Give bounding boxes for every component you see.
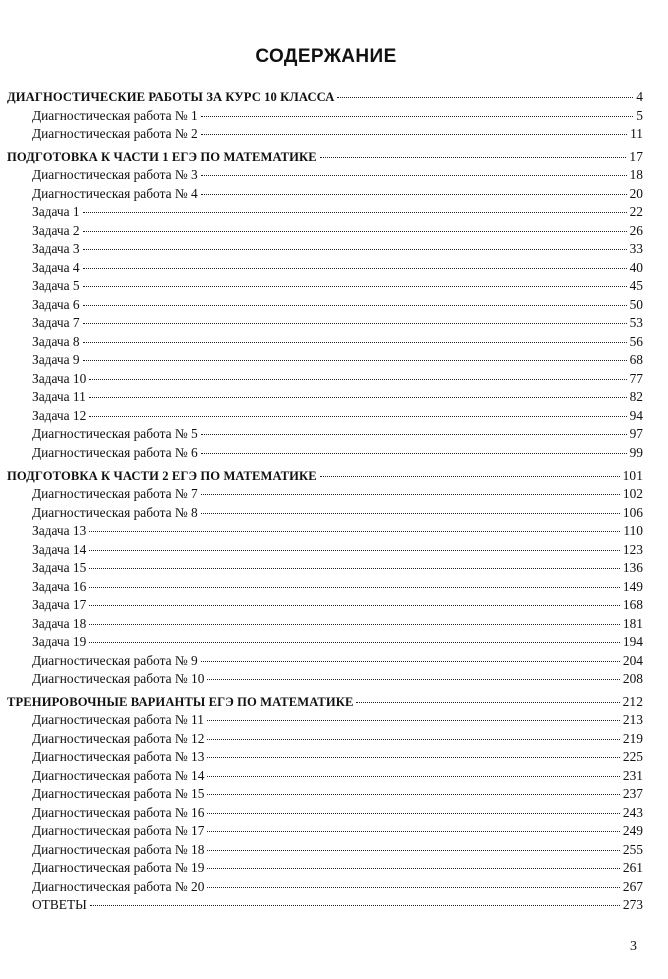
dot-leader <box>83 231 627 232</box>
dot-leader <box>89 605 620 606</box>
dot-leader <box>320 157 627 158</box>
dot-leader <box>201 513 620 514</box>
toc-entry <box>7 748 643 767</box>
toc-entry-page: 68 <box>629 352 643 368</box>
table-of-contents <box>7 88 643 915</box>
page-number: 3 <box>630 939 637 954</box>
page-title: СОДЕРЖАНИЕ <box>255 46 397 67</box>
toc-entry-title: ПОДГОТОВКА К ЧАСТИ 1 ЕГЭ ПО МАТЕМАТИКЕ <box>7 149 317 164</box>
toc-entry-title: Задача 1 <box>32 204 80 220</box>
dot-leader <box>83 305 627 306</box>
toc-entry-title: Диагностическая работа № 6 <box>32 444 198 460</box>
toc-entry-page: 255 <box>622 841 643 857</box>
toc-entry-title: Диагностическая работа № 17 <box>32 823 205 839</box>
toc-entry <box>7 203 643 222</box>
toc-entry-title: Диагностическая работа № 14 <box>32 767 205 783</box>
dot-leader <box>201 134 627 135</box>
dot-leader <box>207 739 620 740</box>
toc-entry-title: Задача 18 <box>32 615 87 631</box>
toc-entry <box>7 541 643 560</box>
toc-entry <box>7 504 643 523</box>
toc-entry <box>7 296 643 315</box>
toc-entry <box>7 485 643 504</box>
toc-entry-title: Диагностическая работа № 16 <box>32 804 205 820</box>
toc-entry-page: 4 <box>636 89 643 104</box>
toc-entry-title: ТРЕНИРОВОЧНЫЕ ВАРИАНТЫ ЕГЭ ПО МАТЕМАТИКЕ <box>7 694 354 709</box>
dot-leader <box>207 757 620 758</box>
toc-entry-page: 123 <box>622 541 643 557</box>
dot-leader <box>89 568 620 569</box>
toc-entry <box>7 370 643 389</box>
dot-leader <box>207 720 620 721</box>
toc-entry-page: 18 <box>629 167 643 183</box>
dot-leader <box>83 360 627 361</box>
toc-entry <box>7 878 643 897</box>
toc-entry-title: Диагностическая работа № 10 <box>32 671 205 687</box>
toc-entry-title: Диагностическая работа № 8 <box>32 504 198 520</box>
toc-entry-title: ДИАГНОСТИЧЕСКИЕ РАБОТЫ ЗА КУРС 10 КЛАССА <box>7 90 335 104</box>
toc-entry-page: 40 <box>629 259 643 275</box>
toc-entry-title: Задача 5 <box>32 278 80 294</box>
toc-entry-title: Диагностическая работа № 20 <box>32 878 205 894</box>
toc-entry-page: 82 <box>629 389 643 405</box>
toc-entry-page: 194 <box>622 634 643 650</box>
toc-entry <box>7 859 643 878</box>
toc-entry-title: Диагностическая работа № 15 <box>32 786 205 802</box>
toc-entry-title: Задача 6 <box>32 296 80 312</box>
toc-entry <box>7 314 643 333</box>
toc-entry-title: Задача 12 <box>32 407 87 423</box>
toc-entry-title: Диагностическая работа № 7 <box>32 486 198 502</box>
toc-entry-page: 219 <box>622 730 643 746</box>
toc-entry <box>7 730 643 749</box>
toc-entry <box>7 444 643 463</box>
toc-entry <box>7 559 643 578</box>
dot-leader <box>83 323 627 324</box>
toc-entry-title: ПОДГОТОВКА К ЧАСТИ 2 ЕГЭ ПО МАТЕМАТИКЕ <box>7 468 317 483</box>
toc-entry-page: 213 <box>622 712 643 728</box>
dot-leader <box>89 587 620 588</box>
toc-entry-page: 101 <box>622 467 643 483</box>
toc-entry-page: 168 <box>622 597 643 613</box>
toc-entry <box>7 107 643 126</box>
dot-leader <box>89 379 626 380</box>
toc-entry-title: Задача 4 <box>32 259 80 275</box>
toc-entry-page: 53 <box>629 315 643 331</box>
dot-leader <box>356 702 619 703</box>
dot-leader <box>320 476 620 477</box>
dot-leader <box>207 850 620 851</box>
dot-leader <box>89 531 620 532</box>
toc-entry <box>7 351 643 370</box>
toc-entry <box>7 767 643 786</box>
dot-leader <box>207 887 620 888</box>
toc-entry-title: Задача 11 <box>32 389 86 405</box>
dot-leader <box>89 642 620 643</box>
toc-entry <box>7 240 643 259</box>
toc-entry-page: 102 <box>622 486 643 502</box>
toc-entry <box>7 652 643 671</box>
toc-entry-title: Диагностическая работа № 2 <box>32 126 198 142</box>
toc-entry-page: 237 <box>622 786 643 802</box>
toc-entry <box>7 711 643 730</box>
toc-entry-page: 56 <box>629 333 643 349</box>
toc-entry-title: Диагностическая работа № 19 <box>32 860 205 876</box>
toc-entry-page: 33 <box>629 241 643 257</box>
toc-entry <box>7 125 643 144</box>
toc-entry-page: 77 <box>629 370 643 386</box>
toc-entry <box>7 841 643 860</box>
dot-leader <box>83 249 627 250</box>
toc-entry-page: 204 <box>622 652 643 668</box>
dot-leader <box>90 905 620 906</box>
toc-entry-title: Задача 19 <box>32 634 87 650</box>
toc-entry-page: 45 <box>629 278 643 294</box>
dot-leader <box>89 397 627 398</box>
toc-section-heading <box>7 693 643 712</box>
toc-entry <box>7 522 643 541</box>
toc-section-heading <box>7 148 643 167</box>
toc-entry-page: 212 <box>622 693 643 709</box>
toc-entry-page: 243 <box>622 804 643 820</box>
toc-entry-title: Задача 9 <box>32 352 80 368</box>
dot-leader <box>207 813 620 814</box>
dot-leader <box>201 434 627 435</box>
toc-entry-title: Диагностическая работа № 12 <box>32 730 205 746</box>
toc-section-heading <box>7 88 643 107</box>
toc-entry <box>7 222 643 241</box>
toc-entry-page: 249 <box>622 823 643 839</box>
dot-leader <box>201 175 627 176</box>
toc-entry <box>7 633 643 652</box>
toc-entry-page: 110 <box>623 523 643 539</box>
toc-entry-title: Диагностическая работа № 18 <box>32 841 205 857</box>
dot-leader <box>201 661 620 662</box>
toc-section-heading <box>7 467 643 486</box>
dot-leader <box>201 494 620 495</box>
toc-entry-title: Задача 10 <box>32 370 87 386</box>
dot-leader <box>201 116 634 117</box>
toc-entry <box>7 388 643 407</box>
toc-entry-page: 97 <box>629 426 643 442</box>
toc-entry-title: Задача 16 <box>32 578 87 594</box>
dot-leader <box>207 868 620 869</box>
dot-leader <box>83 268 627 269</box>
dot-leader <box>207 794 620 795</box>
toc-entry-title: Диагностическая работа № 4 <box>32 185 198 201</box>
dot-leader <box>89 624 620 625</box>
toc-entry-title: Задача 15 <box>32 560 87 576</box>
toc-entry-title: Диагностическая работа № 3 <box>32 167 198 183</box>
toc-entry-page: 22 <box>629 204 643 220</box>
toc-entry-page: 17 <box>629 148 643 164</box>
toc-entry <box>7 822 643 841</box>
toc-entry <box>7 425 643 444</box>
toc-entry <box>7 596 643 615</box>
toc-entry-title: Диагностическая работа № 5 <box>32 426 198 442</box>
toc-entry-title: Диагностическая работа № 11 <box>32 712 204 728</box>
dot-leader <box>83 212 627 213</box>
toc-entry-page: 106 <box>622 504 643 520</box>
toc-entry-page: 50 <box>629 296 643 312</box>
toc-entry <box>7 277 643 296</box>
toc-entry-page: 20 <box>629 185 643 201</box>
dot-leader <box>83 286 627 287</box>
toc-entry <box>7 185 643 204</box>
toc-entry-page: 231 <box>622 767 643 783</box>
toc-entry-title: Диагностическая работа № 1 <box>32 107 198 123</box>
toc-entry <box>7 896 643 915</box>
toc-entry-page: 5 <box>636 107 643 123</box>
dot-leader <box>89 416 626 417</box>
toc-entry-title: Диагностическая работа № 13 <box>32 749 205 765</box>
toc-entry <box>7 407 643 426</box>
toc-entry <box>7 804 643 823</box>
toc-entry-title: Диагностическая работа № 9 <box>32 652 198 668</box>
toc-entry <box>7 670 643 689</box>
toc-entry-page: 267 <box>622 878 643 894</box>
toc-entry-title: Задача 14 <box>32 541 87 557</box>
dot-leader <box>201 453 627 454</box>
toc-entry-page: 181 <box>622 615 643 631</box>
toc-entry-page: 94 <box>629 407 643 423</box>
toc-entry-title: ОТВЕТЫ <box>32 897 87 913</box>
dot-leader <box>207 776 620 777</box>
toc-entry-page: 208 <box>622 671 643 687</box>
toc-entry-title: Задача 3 <box>32 241 80 257</box>
toc-entry <box>7 259 643 278</box>
toc-entry <box>7 785 643 804</box>
toc-entry-title: Задача 17 <box>32 597 87 613</box>
toc-entry <box>7 166 643 185</box>
toc-entry <box>7 333 643 352</box>
toc-entry-page: 225 <box>622 749 643 765</box>
dot-leader <box>207 679 620 680</box>
toc-entry-title: Задача 8 <box>32 333 80 349</box>
dot-leader <box>201 194 627 195</box>
toc-entry-page: 261 <box>622 860 643 876</box>
toc-entry <box>7 615 643 634</box>
dot-leader <box>337 97 633 98</box>
toc-entry-title: Задача 13 <box>32 523 87 539</box>
toc-entry-page: 11 <box>630 126 643 142</box>
toc-entry-page: 26 <box>629 222 643 238</box>
toc-entry-page: 136 <box>622 560 643 576</box>
dot-leader <box>89 550 620 551</box>
toc-entry-title: Задача 2 <box>32 222 80 238</box>
dot-leader <box>207 831 620 832</box>
toc-entry-page: 99 <box>629 444 643 460</box>
toc-entry-page: 273 <box>622 897 643 913</box>
dot-leader <box>83 342 627 343</box>
toc-entry-title: Задача 7 <box>32 315 80 331</box>
toc-entry <box>7 578 643 597</box>
toc-entry-page: 149 <box>622 578 643 594</box>
